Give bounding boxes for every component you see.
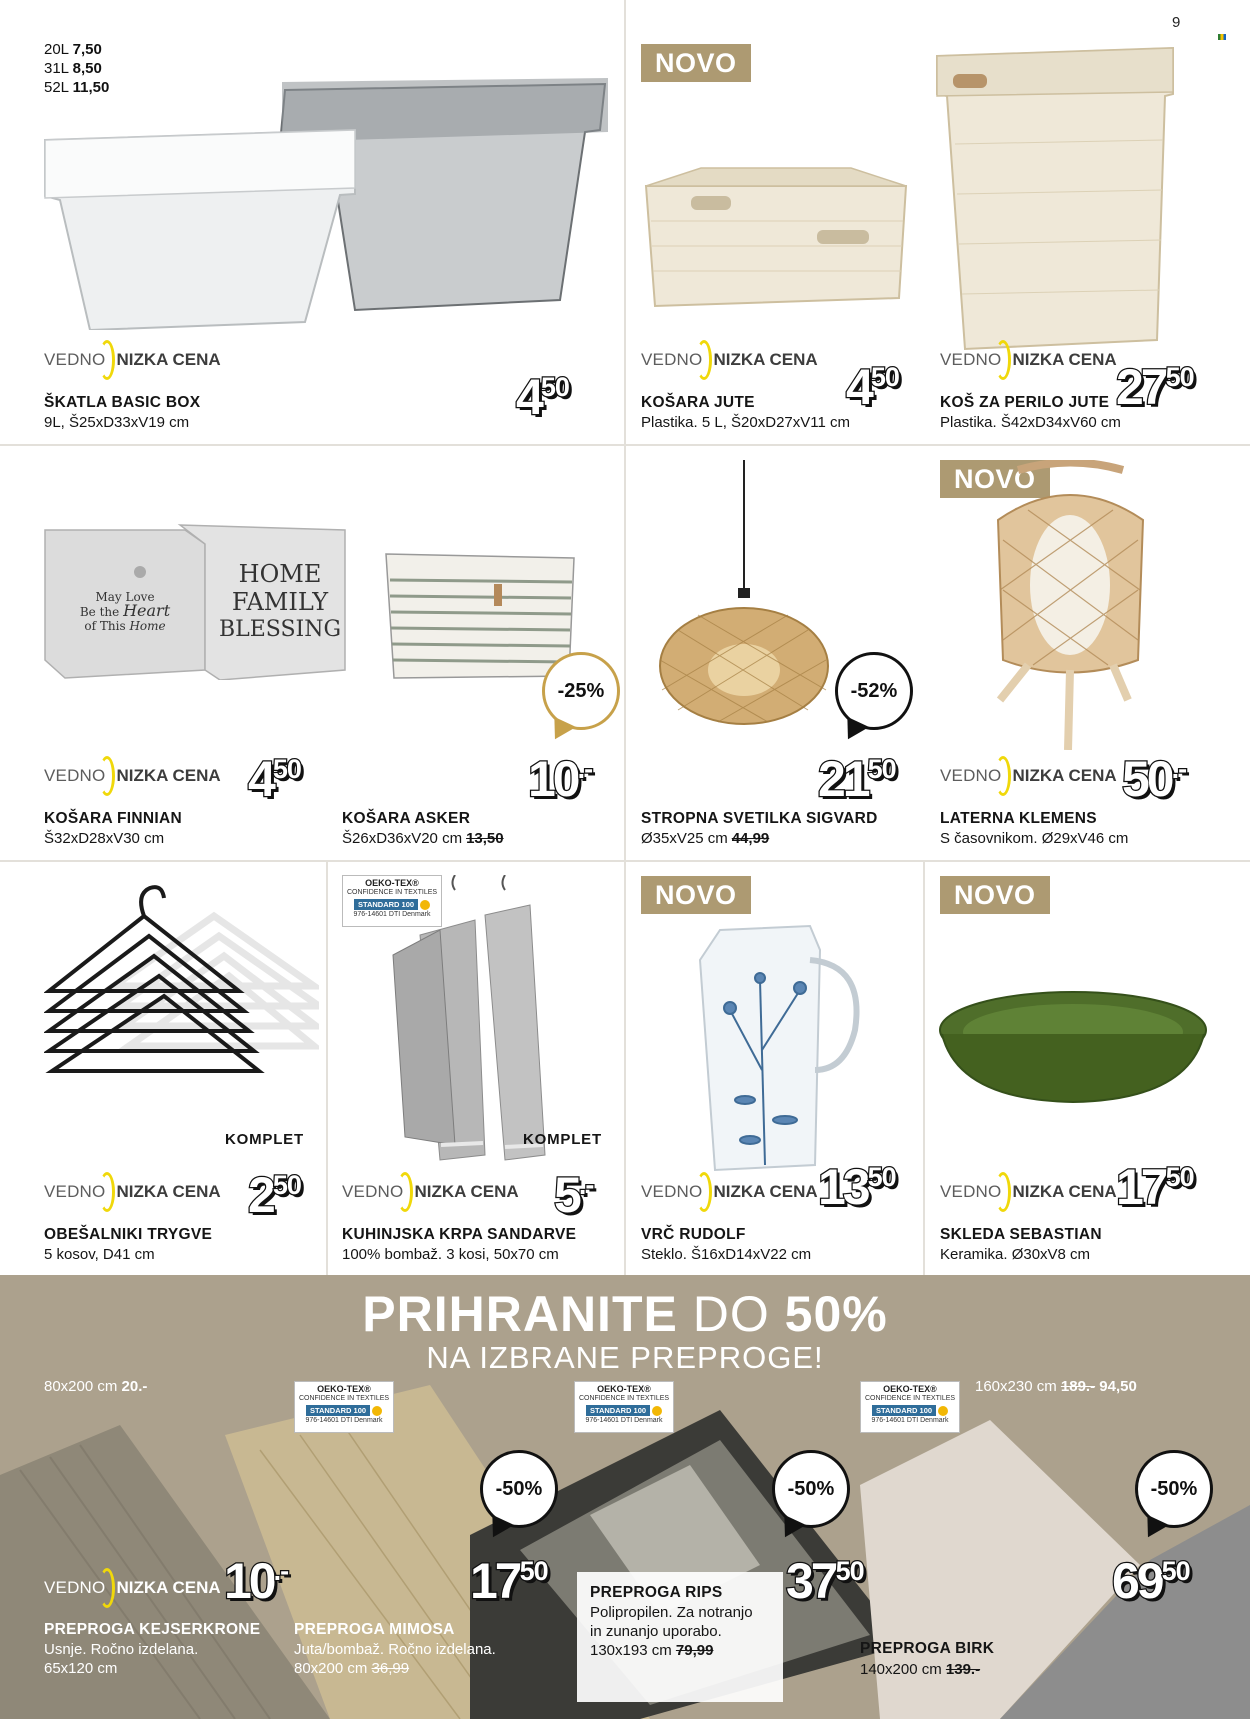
novo-badge: NOVO xyxy=(940,460,1050,498)
low-price-label: VEDNO NIZKA CENA xyxy=(342,1172,519,1212)
novo-badge: NOVO xyxy=(641,44,751,82)
discount-badge: -50% xyxy=(1135,1450,1213,1528)
old-price: 44,99 xyxy=(731,830,770,847)
striped-basket-image xyxy=(384,548,579,683)
divider xyxy=(624,0,626,445)
oeko-tex-label: OEKO-TEX® CONFIDENCE IN TEXTILES STANDARD 100 976-14601 DTI Denmark xyxy=(860,1381,960,1433)
product-name: KOŠARA ASKER xyxy=(342,810,471,827)
product-name: KUHINJSKA KRPA SANDARVE xyxy=(342,1226,577,1243)
laundry-basket-image xyxy=(935,44,1180,354)
price: 1750 xyxy=(470,1553,548,1609)
product-desc: Plastika. 5 L, Š20xD27xV11 cm xyxy=(641,414,850,431)
oeko-tex-label: OEKO-TEX® CONFIDENCE IN TEXTILES STANDARD 100 976-14601 DTI Denmark xyxy=(342,875,442,927)
promo-title: PRIHRANITE DO 50% xyxy=(362,1286,888,1342)
price: 450 xyxy=(846,359,899,415)
size-note-right: 160x230 cm 189.- 94,50 xyxy=(975,1378,1137,1395)
product-desc: 5 kosov, D41 cm xyxy=(44,1246,155,1263)
price: 1350 xyxy=(818,1159,896,1215)
product-name: KOŠ ZA PERILO JUTE xyxy=(940,394,1110,411)
low-price-label: VEDNO NIZKA CENA xyxy=(940,340,1117,380)
ceramic-bowl-image xyxy=(938,990,1208,1105)
promo-subtitle: NA IZBRANE PREPROGE! xyxy=(426,1340,824,1375)
product-name: OBEŠALNIKI TRYGVE xyxy=(44,1226,213,1243)
low-price-label: VEDNO NIZKA CENA xyxy=(940,756,1117,796)
product-desc: 9L, Š25xD33xV19 cm xyxy=(44,414,190,431)
product-desc: 140x200 cm 139.- xyxy=(860,1661,981,1678)
product-desc: Juta/bombaž. Ročno izdelana. 80x200 cm 36,99 xyxy=(294,1641,496,1677)
product-name: PREPROGA RIPS xyxy=(590,1584,723,1601)
product-name: LATERNA KLEMENS xyxy=(940,810,1097,827)
price: 6950 xyxy=(1112,1553,1190,1609)
product-desc: Ø35xV25 cm 44,99 xyxy=(641,830,770,847)
size-price-row: 20L 7,50 xyxy=(44,41,102,58)
price: 2750 xyxy=(1116,359,1194,415)
low-price-label: VEDNO NIZKA CENA xyxy=(641,340,818,380)
price: 5.- xyxy=(554,1167,594,1223)
product-desc: Š32xD28xV30 cm xyxy=(44,830,165,847)
product-desc: Polipropilen. Za notranjo in zunanjo uporabo. 130x193 cm 79,99 xyxy=(590,1604,753,1659)
price: 3750 xyxy=(786,1553,864,1609)
size-price-row: 31L 8,50 xyxy=(44,60,102,77)
kitchen-towels-image xyxy=(385,875,560,1165)
product-name: STROPNA SVETILKA SIGVARD xyxy=(641,810,878,827)
lantern-image xyxy=(988,460,1153,750)
price: 10.- xyxy=(528,751,593,807)
discount-badge: -50% xyxy=(480,1450,558,1528)
size-note-left: 80x200 cm 20.- xyxy=(44,1378,148,1395)
discount-badge: -50% xyxy=(772,1450,850,1528)
set-label: KOMPLET xyxy=(523,1131,602,1148)
discount-badge: -25% xyxy=(542,652,620,730)
low-price-label: VEDNO NIZKA CENA xyxy=(44,756,221,796)
product-name: SKLEDA SEBASTIAN xyxy=(940,1226,1102,1243)
product-name: VRČ RUDOLF xyxy=(641,1226,746,1243)
product-name: PREPROGA KEJSERKRONE xyxy=(44,1621,261,1638)
divider xyxy=(624,445,626,860)
storage-box-image xyxy=(40,70,620,330)
product-desc: Steklo. Š16xD14xV22 cm xyxy=(641,1246,812,1263)
price: 450 xyxy=(516,369,569,425)
discount-badge: -52% xyxy=(835,652,913,730)
price: 2150 xyxy=(818,751,896,807)
jute-basket-image xyxy=(641,166,911,316)
product-desc: Š26xD36xV20 cm 13,50 xyxy=(342,830,504,847)
oeko-tex-label: OEKO-TEX® CONFIDENCE IN TEXTILES STANDARD 100 976-14601 DTI Denmark xyxy=(294,1381,394,1433)
price: 450 xyxy=(248,751,301,807)
old-price: 13,50 xyxy=(466,830,504,847)
novo-badge: NOVO xyxy=(940,876,1050,914)
price: 10.- xyxy=(224,1553,289,1609)
product-desc: Plastika. Š42xD34xV60 cm xyxy=(940,414,1121,431)
divider xyxy=(624,860,626,1275)
price: 250 xyxy=(248,1167,301,1223)
box-print-right: HOME FAMILY BLESSING xyxy=(218,560,342,642)
product-name: PREPROGA BIRK xyxy=(860,1640,995,1657)
price: 50.- xyxy=(1122,751,1187,807)
low-price-label: VEDNO NIZKA CENA xyxy=(44,1172,221,1212)
low-price-label: VEDNO NIZKA CENA xyxy=(641,1172,818,1212)
product-name: ŠKATLA BASIC BOX xyxy=(44,394,201,411)
product-name: KOŠARA FINNIAN xyxy=(44,810,182,827)
pendant-lamp-image xyxy=(658,460,834,725)
low-price-label: VEDNO NIZKA CENA xyxy=(940,1172,1117,1212)
price: 1750 xyxy=(1116,1159,1194,1215)
product-name: KOŠARA JUTE xyxy=(641,394,755,411)
product-desc: Keramika. Ø30xV8 cm xyxy=(940,1246,1091,1263)
product-desc: S časovnikom. Ø29xV46 cm xyxy=(940,830,1129,847)
box-print-left: May Love Be the Heart of This Home xyxy=(79,590,171,633)
divider xyxy=(326,860,328,1275)
product-desc: Usnje. Ročno izdelana. 65x120 cm xyxy=(44,1641,199,1677)
product-name: PREPROGA MIMOSA xyxy=(294,1621,455,1638)
size-price-row: 52L 11,50 xyxy=(44,79,110,96)
brand-corner-mark xyxy=(1218,34,1226,40)
oeko-tex-label: OEKO-TEX® CONFIDENCE IN TEXTILES STANDARD 100 976-14601 DTI Denmark xyxy=(574,1381,674,1433)
low-price-label: VEDNO NIZKA CENA xyxy=(44,1568,221,1608)
page-number: 9 xyxy=(1172,14,1181,31)
divider xyxy=(923,860,925,1275)
set-label: KOMPLET xyxy=(225,1131,304,1148)
hangers-image xyxy=(44,876,319,1156)
novo-badge: NOVO xyxy=(641,876,751,914)
low-price-label: VEDNO NIZKA CENA xyxy=(44,340,221,380)
glass-pitcher-image xyxy=(690,920,865,1175)
product-desc: 100% bombaž. 3 kosi, 50x70 cm xyxy=(342,1246,559,1263)
